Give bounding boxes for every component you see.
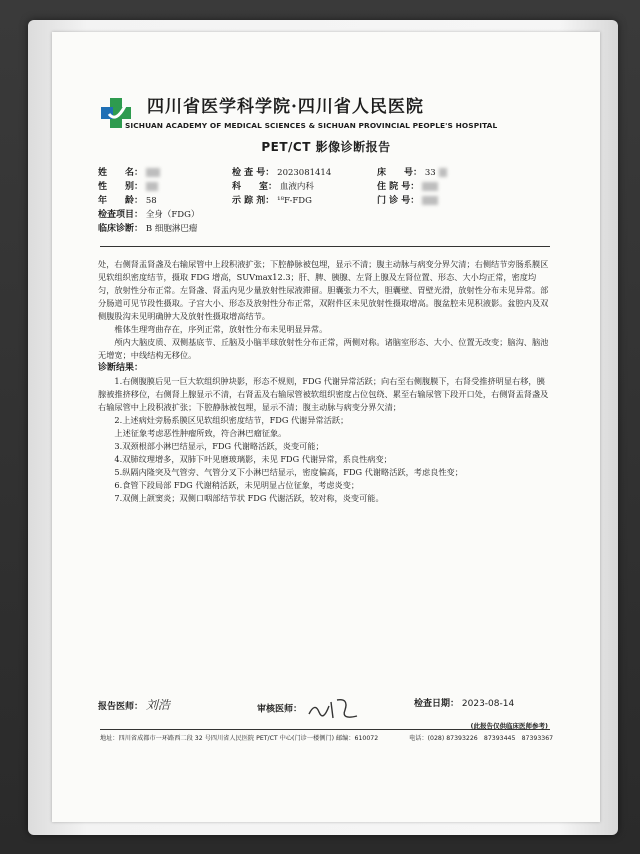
header-divider xyxy=(100,246,550,247)
conclusion-item: 6.食管下段局部 FDG 代谢稍活跃，未见明显占位征象，考虑炎变； xyxy=(114,480,360,490)
age-value: 58 xyxy=(145,196,157,206)
inpatient-row xyxy=(377,179,438,192)
name-label: 姓 名： xyxy=(98,168,144,178)
bed-label: 床 号： xyxy=(377,168,423,178)
bed-redacted xyxy=(439,168,447,177)
reporter-sign: 刘浩 xyxy=(145,698,170,712)
dept-value: 血液内科 xyxy=(279,182,314,192)
tracer-row xyxy=(232,193,312,206)
item-label: 检查项目： xyxy=(98,210,144,220)
age-row xyxy=(98,193,157,206)
reference-note: (此报告仅供临床医师参考) xyxy=(470,722,548,730)
conclusion-heading: 诊断结果： xyxy=(98,363,144,373)
inpatient-label: 住 院 号： xyxy=(377,182,420,192)
tracer-value: ¹⁸F-FDG xyxy=(277,196,312,206)
reviewer-label: 审核医师： xyxy=(257,704,303,715)
dept-row xyxy=(232,179,314,192)
diagnosis-value: B 细胞淋巴瘤 xyxy=(145,224,198,234)
conclusion-item: 7.双侧上颌窦炎；双侧口咽部结节状 FDG 代谢活跃，较对称，炎变可能。 xyxy=(114,493,384,503)
diagnosis-row xyxy=(98,221,197,234)
diagnosis-label: 临床诊断： xyxy=(98,224,144,234)
hospital-name-en: SICHUAN ACADEMY OF MEDICAL SCIENCES & SICHUAN PROVINCIAL PEOPLE'S HOSPITAL xyxy=(125,121,498,130)
reporter-signature xyxy=(98,696,170,713)
age-label: 年 龄： xyxy=(98,196,144,206)
conclusion-item: 2.上述病灶旁肠系膜区见软组织密度结节，FDG 代谢异常活跃； xyxy=(114,415,349,425)
conclusion-item: 3.双颈根部小淋巴结显示，FDG 代谢略活跃，炎变可能； xyxy=(114,441,324,451)
gender-row xyxy=(98,179,158,192)
finding-paragraph: 处，右侧肾盂肾盏及右输尿管中上段积液扩张；下腔静脉被包埋，显示不清；腹主动脉与病变分界欠清；右侧结节旁肠系膜区见软组织密度结节，摄取 FDG 增高，SUVmax12.3；肝、脾、胰腺、左肾上腺及左肾位置、形态、大小均正常，密度均匀，放射性分布正常。左肾盏、肾盂内见少量放射性尿液滞留。胆囊张力不大，胆囊壁、胃壁光滑，放射性分布未见异常。部分肠道可见节段性摄取。子宫大小、形态及放射性分布正常，双附件区未见放射性摄取增高。腹盆腔未见积液影。盆腔内及双侧腹股沟未见明确肿大及放射性摄取增高结节。 xyxy=(98,259,549,321)
inpatient-redacted xyxy=(422,182,438,191)
outpatient-label: 门 诊 号： xyxy=(377,196,420,206)
bed-value: 33 xyxy=(424,168,436,178)
conclusion-item: 4.双肺纹理增多，双肺下叶见磨玻璃影，未见 FDG 代谢异常，系良性病变； xyxy=(114,454,392,464)
reporter-label: 报告医师： xyxy=(98,702,144,712)
item-value: 全身（FDG） xyxy=(145,210,200,220)
tracer-label: 示 踪 剂： xyxy=(232,196,275,206)
exam-date-label: 检查日期： xyxy=(414,699,460,709)
name-row xyxy=(98,165,160,178)
finding-paragraph: 颅内大脑皮质、双侧基底节、丘脑及小脑半球放射性分布正常，两侧对称。诸脑室形态、大小、位置无改变；脑沟、脑池无增宽；中线结构无移位。 xyxy=(98,337,549,360)
report-title: PET/CT 影像诊断报告 xyxy=(261,140,391,154)
exam-no-row xyxy=(232,165,331,178)
name-redacted xyxy=(146,168,160,177)
report-paper xyxy=(52,32,600,822)
reviewer-signature xyxy=(257,696,365,722)
finding-paragraph: 椎体生理弯曲存在，序列正常，放射性分布未见明显异常。 xyxy=(114,324,328,334)
dept-label: 科 室： xyxy=(232,182,278,192)
report-body xyxy=(98,258,550,505)
conclusion-item: 上述征象考虑恶性肿瘤所致，符合淋巴瘤征象。 xyxy=(114,428,287,438)
footer-address: 地址：四川省成都市一环路西二段 32 号四川省人民医院 PET/CT 中心(门诊一楼侧门) 邮编：610072 电话：(028) 87393226 87393445 87393367 xyxy=(100,735,554,742)
exam-no-value: 2023081414 xyxy=(277,168,332,178)
gender-redacted xyxy=(146,182,158,191)
gender-label: 性 别： xyxy=(98,182,144,192)
outpatient-row xyxy=(377,193,438,206)
bed-row xyxy=(377,165,447,178)
exam-date-value: 2023-08-14 xyxy=(461,699,515,709)
conclusion-item: 1.右侧腹膜后见一巨大软组织肿块影，形态不规则，FDG 代谢异常活跃；向右至右侧腹膜下，右肾受推挤明显右移，胰腺被推挤移位，右侧肾上腺显示不清，右肾盂及右输尿管被软组织密度占位包绕、累至右输尿管下段开口处，右侧肾盂肾盏及右输尿管中上段积液扩张；下腔静脉被包埋，显示不清；腹主动脉与病变分界欠清； xyxy=(98,376,549,412)
exam-date xyxy=(414,696,514,709)
item-row xyxy=(98,207,199,220)
exam-no-label: 检 查 号： xyxy=(232,168,275,178)
outpatient-redacted xyxy=(422,196,438,205)
reviewer-handwriting-icon xyxy=(305,696,365,722)
conclusion-item: 5.纵隔内隆突及气管旁、气管分叉下小淋巴结显示，密度偏高，FDG 代谢略活跃，考虑良性变； xyxy=(114,467,463,477)
hospital-name-cn: 四川省医学科学院·四川省人民医院 xyxy=(147,97,424,117)
